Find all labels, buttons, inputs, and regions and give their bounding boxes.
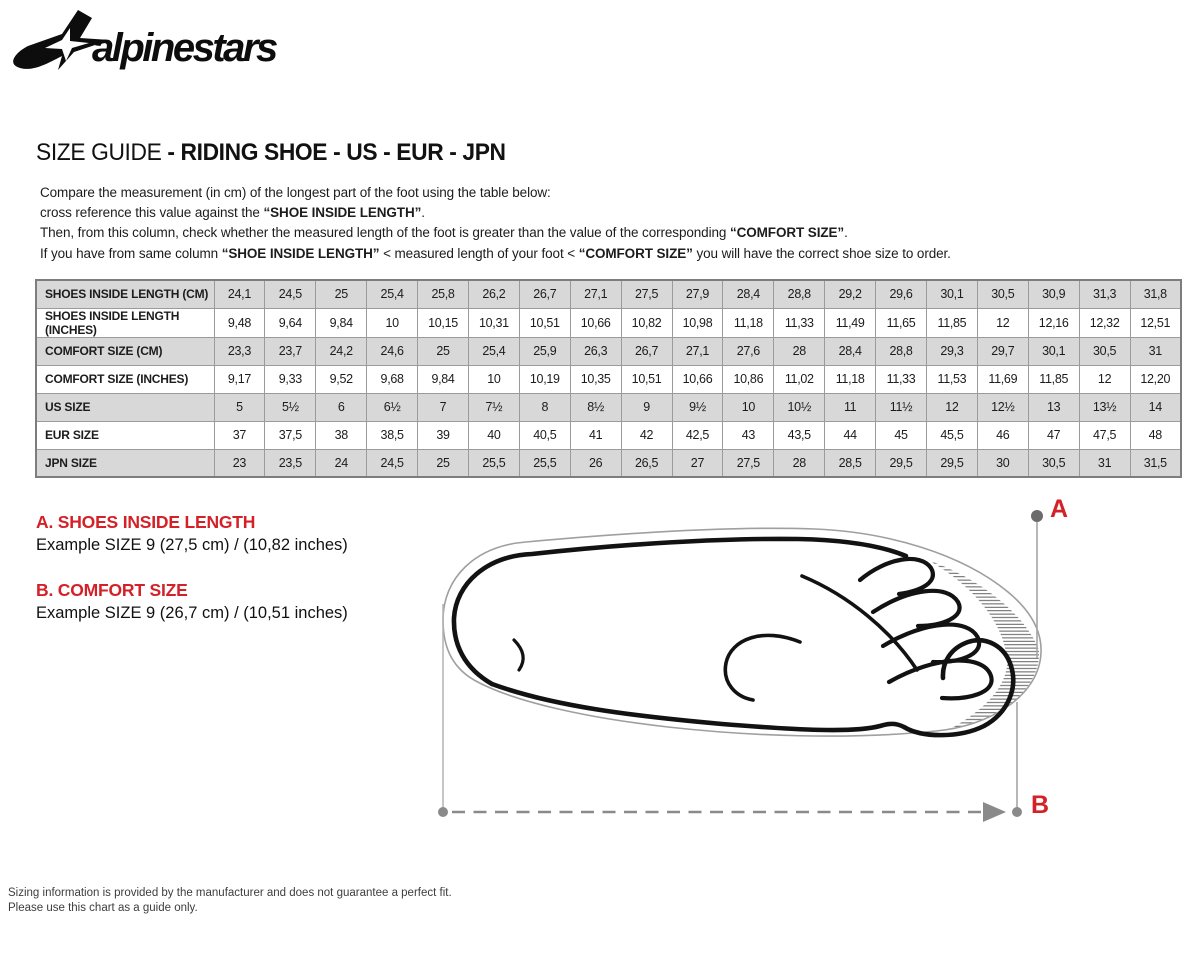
size-cell: 9,84 [418,365,469,393]
size-cell: 8½ [570,393,621,421]
size-cell: 12 [977,308,1028,337]
row-label: JPN SIZE [36,449,214,477]
size-cell: 30,5 [977,280,1028,308]
size-cell: 46 [977,421,1028,449]
size-cell: 12 [1079,365,1130,393]
size-cell: 31,5 [1130,449,1181,477]
size-cell: 23,3 [214,337,265,365]
brand-name: alpinestars [92,26,276,70]
size-cell: 25,5 [468,449,519,477]
size-cell: 9,84 [316,308,367,337]
foot-diagram-drawing [430,490,1090,840]
size-cell: 9,48 [214,308,265,337]
page-title [36,139,506,167]
size-cell: 30,9 [1028,280,1079,308]
toe-gap-hatch-area [928,560,1039,730]
size-cell: 29,6 [876,280,927,308]
size-cell: 10,15 [418,308,469,337]
table-row [36,308,1181,337]
size-cell: 48 [1130,421,1181,449]
size-cell: 10,31 [468,308,519,337]
size-cell: 9½ [672,393,723,421]
measurement-guides [438,510,1043,822]
disclaimer-line-1: Sizing information is provided by the manufacturer and does not guarantee a perfect fit. [8,887,452,899]
guide-dot [1012,807,1022,817]
size-cell: 8 [519,393,570,421]
size-cell: 29,5 [876,449,927,477]
ball-arc-line [725,635,800,700]
big-toe-icon [904,640,1013,735]
size-cell: 10 [367,308,418,337]
table-row [36,393,1181,421]
size-cell: 45,5 [926,421,977,449]
size-cell: 31,8 [1130,280,1181,308]
disclaimer [8,886,452,916]
size-cell: 27,1 [672,337,723,365]
size-cell: 27,1 [570,280,621,308]
alpinestars-star-icon [12,8,312,72]
size-cell: 12,20 [1130,365,1181,393]
intro-text [40,183,951,264]
size-cell: 28 [774,449,825,477]
size-cell: 29,5 [926,449,977,477]
size-cell: 10,51 [519,308,570,337]
example-a-heading: A. SHOES INSIDE LENGTH [36,512,256,532]
table-row [36,449,1181,477]
size-cell: 47 [1028,421,1079,449]
toe-crease-line [802,576,917,670]
size-cell: 23 [214,449,265,477]
size-cell: 40 [468,421,519,449]
size-cell: 25 [418,337,469,365]
size-cell: 24 [316,449,367,477]
row-label: SHOES INSIDE LENGTH (INCHES) [36,308,214,337]
size-cell: 13½ [1079,393,1130,421]
size-cell: 28,8 [774,280,825,308]
title-prefix: SIZE GUIDE [36,139,168,166]
size-cell: 11,33 [876,365,927,393]
size-cell: 12 [926,393,977,421]
size-cell: 29,2 [825,280,876,308]
size-cell: 11,85 [926,308,977,337]
diagram-label-a: A [1050,495,1069,523]
size-cell: 11,02 [774,365,825,393]
size-cell: 24,5 [367,449,418,477]
size-cell: 27,5 [723,449,774,477]
size-cell: 10,82 [621,308,672,337]
size-cell: 11,18 [723,308,774,337]
size-cell: 11,33 [774,308,825,337]
size-cell: 26,7 [519,280,570,308]
arrow-right-icon [983,802,1006,822]
size-cell: 7½ [468,393,519,421]
table-row [36,337,1181,365]
example-b-heading: B. COMFORT SIZE [36,580,188,600]
size-cell: 10 [468,365,519,393]
size-cell: 9,68 [367,365,418,393]
example-b-text: Example SIZE 9 (26,7 cm) / (10,51 inches) [36,604,348,622]
size-cell: 42,5 [672,421,723,449]
intro-line-2: cross reference this value against the “SHOE INSIDE LENGTH”. [40,205,425,221]
size-cell: 24,1 [214,280,265,308]
size-cell: 28,5 [825,449,876,477]
size-cell: 27 [672,449,723,477]
size-cell: 11,49 [825,308,876,337]
size-table-body [36,280,1181,477]
toe-icon [873,591,960,626]
row-label: US SIZE [36,393,214,421]
foot-outline-icon [454,539,1013,735]
guide-dot [438,807,448,817]
size-cell: 40,5 [519,421,570,449]
examples-block [36,512,348,648]
row-label: SHOES INSIDE LENGTH (CM) [36,280,214,308]
size-cell: 38,5 [367,421,418,449]
size-cell: 42 [621,421,672,449]
size-cell: 26,5 [621,449,672,477]
size-cell: 9 [621,393,672,421]
size-cell: 10,35 [570,365,621,393]
size-cell: 30 [977,449,1028,477]
diagram-label-b: B [1031,791,1050,819]
size-cell: 10,86 [723,365,774,393]
intro-line-1: Compare the measurement (in cm) of the longest part of the foot using the table below: [40,185,551,200]
intro-line-4: If you have from same column “SHOE INSIDE LENGTH” < measured length of your foot < “COMFORT SIZE” you will have the correct shoe size to order. [40,245,951,261]
size-cell: 14 [1130,393,1181,421]
size-cell: 6½ [367,393,418,421]
size-cell: 30,5 [1079,337,1130,365]
size-cell: 10½ [774,393,825,421]
size-cell: 5½ [265,393,316,421]
title-rest: - RIDING SHOE - US - EUR - JPN [167,139,506,166]
size-cell: 25 [316,280,367,308]
size-cell: 11 [825,393,876,421]
size-cell: 12½ [977,393,1028,421]
size-cell: 5 [214,393,265,421]
insole-outline-icon [443,528,1041,736]
size-cell: 24,2 [316,337,367,365]
size-cell: 27,9 [672,280,723,308]
size-cell: 24,6 [367,337,418,365]
size-cell: 44 [825,421,876,449]
size-cell: 25,9 [519,337,570,365]
size-cell: 39 [418,421,469,449]
table-row [36,365,1181,393]
size-cell: 29,3 [926,337,977,365]
size-cell: 30,1 [926,280,977,308]
size-cell: 7 [418,393,469,421]
size-cell: 23,5 [265,449,316,477]
size-cell: 25,8 [418,280,469,308]
size-cell: 38 [316,421,367,449]
size-cell: 25,5 [519,449,570,477]
size-cell: 31,3 [1079,280,1130,308]
size-cell: 10,66 [672,365,723,393]
size-cell: 30,5 [1028,449,1079,477]
row-label: COMFORT SIZE (INCHES) [36,365,214,393]
size-cell: 12,16 [1028,308,1079,337]
size-cell: 26,7 [621,337,672,365]
size-cell: 45 [876,421,927,449]
size-cell: 11,53 [926,365,977,393]
size-cell: 6 [316,393,367,421]
size-cell: 11,85 [1028,365,1079,393]
table-row [36,280,1181,308]
size-cell: 11,18 [825,365,876,393]
foot-measurement-diagram [430,490,1090,840]
size-cell: 31 [1130,337,1181,365]
size-cell: 41 [570,421,621,449]
size-cell: 47,5 [1079,421,1130,449]
size-cell: 9,17 [214,365,265,393]
size-table [35,279,1182,478]
size-cell: 11,65 [876,308,927,337]
size-cell: 10,98 [672,308,723,337]
size-cell: 43,5 [774,421,825,449]
size-cell: 43 [723,421,774,449]
size-cell: 30,1 [1028,337,1079,365]
size-cell: 25,4 [367,280,418,308]
example-a-text: Example SIZE 9 (27,5 cm) / (10,82 inches) [36,536,348,554]
size-cell: 10,19 [519,365,570,393]
heel-crease-line [514,640,523,670]
size-cell: 9,33 [265,365,316,393]
size-cell: 28,8 [876,337,927,365]
table-row [36,421,1181,449]
size-cell: 27,5 [621,280,672,308]
size-cell: 26,2 [468,280,519,308]
size-cell: 11½ [876,393,927,421]
size-cell: 25,4 [468,337,519,365]
size-cell: 9,52 [316,365,367,393]
size-cell: 13 [1028,393,1079,421]
size-cell: 28,4 [825,337,876,365]
size-cell: 10,51 [621,365,672,393]
row-label: EUR SIZE [36,421,214,449]
intro-line-3: Then, from this column, check whether the measured length of the foot is greater than the value of the corresponding “COMFORT SIZE”. [40,225,848,241]
size-cell: 29,7 [977,337,1028,365]
size-cell: 28 [774,337,825,365]
size-cell: 9,64 [265,308,316,337]
size-cell: 10,66 [570,308,621,337]
size-cell: 11,69 [977,365,1028,393]
size-cell: 37,5 [265,421,316,449]
disclaimer-line-2: Please use this chart as a guide only. [8,902,198,914]
toe-icon [889,661,992,699]
size-cell: 26 [570,449,621,477]
size-cell: 28,4 [723,280,774,308]
size-cell: 12,51 [1130,308,1181,337]
size-cell: 23,7 [265,337,316,365]
size-cell: 31 [1079,449,1130,477]
row-label: COMFORT SIZE (CM) [36,337,214,365]
size-cell: 25 [418,449,469,477]
size-cell: 27,6 [723,337,774,365]
guide-dot [1031,510,1043,522]
size-cell: 26,3 [570,337,621,365]
pinky-toe-icon [860,559,933,594]
size-cell: 37 [214,421,265,449]
size-cell: 24,5 [265,280,316,308]
size-cell: 12,32 [1079,308,1130,337]
brand-logo [12,8,312,72]
size-cell: 10 [723,393,774,421]
